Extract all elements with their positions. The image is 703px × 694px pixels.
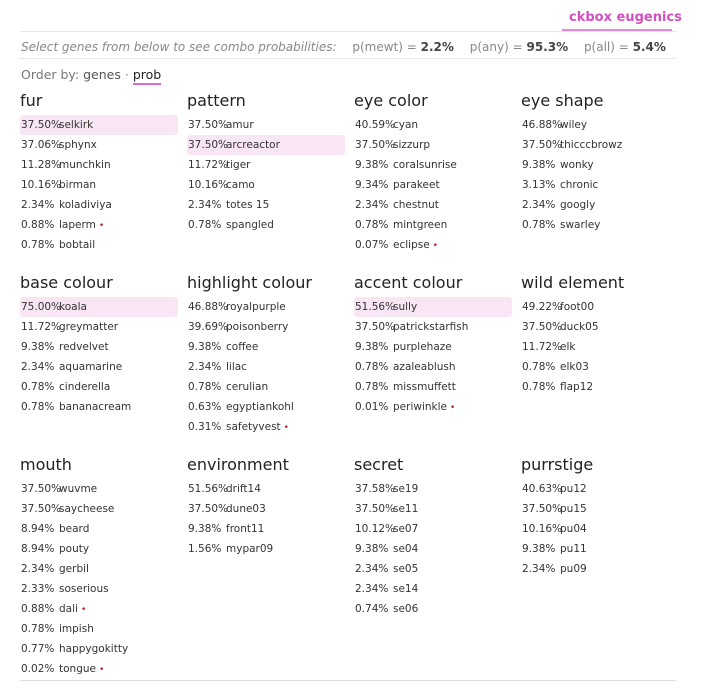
gene-probability: 0.88% — [21, 603, 55, 615]
gene-name: drift14 — [226, 483, 261, 495]
gene-name: flap12 — [560, 381, 594, 393]
gene-name: patrickstarfish — [393, 321, 469, 333]
gene-probability: 37.50% — [522, 139, 563, 151]
gene-probability: 8.94% — [21, 523, 55, 535]
gene-name: selkirk — [59, 119, 94, 131]
group-title: eye shape — [521, 91, 604, 110]
order-separator: · — [124, 67, 129, 82]
gene-name: se07 — [393, 523, 419, 535]
group-title: wild element — [521, 273, 625, 292]
order-option-prob[interactable]: prob — [133, 67, 161, 85]
gene-option-gerbil[interactable] — [20, 559, 178, 579]
gene-probability: 2.34% — [522, 563, 556, 575]
rare-dot-icon: • — [98, 221, 105, 231]
group-title: fur — [20, 91, 43, 110]
group-pattern — [187, 90, 345, 235]
gene-option-wiley[interactable] — [521, 115, 679, 135]
gene-probability: 37.50% — [355, 139, 396, 151]
group-base-colour — [20, 272, 178, 417]
gene-option-sully[interactable] — [354, 297, 512, 317]
gene-name: se11 — [393, 503, 419, 515]
gene-probability: 11.72% — [21, 321, 62, 333]
gene-name: cinderella — [59, 381, 111, 393]
gene-name: egyptiankohl — [226, 401, 294, 413]
gene-option-se11[interactable] — [354, 499, 512, 519]
gene-option-pu09[interactable] — [521, 559, 679, 579]
gene-name: lilac — [226, 361, 247, 373]
gene-option-koladiviya[interactable] — [20, 195, 178, 215]
gene-name: pu09 — [560, 563, 587, 575]
gene-name: greymatter — [59, 321, 119, 333]
gene-option-patrickstarfish[interactable] — [354, 317, 512, 337]
gene-probability: 0.77% — [21, 643, 55, 655]
gene-probability: 0.78% — [355, 381, 389, 393]
gene-probability: 51.56% — [355, 301, 396, 313]
gene-probability: 10.12% — [355, 523, 396, 535]
gene-name: sully — [393, 301, 418, 313]
gene-probability: 8.94% — [21, 543, 55, 555]
gene-option-selkirk[interactable] — [20, 115, 178, 135]
gene-name: thicccbrowz — [560, 139, 623, 151]
gene-probability: 2.34% — [355, 199, 389, 211]
gene-probability: 46.88% — [522, 119, 563, 131]
gene-name: soserious — [59, 583, 109, 595]
gene-name: dune03 — [226, 503, 266, 515]
gene-option-redvelvet[interactable] — [20, 337, 178, 357]
gene-probability: 2.34% — [188, 199, 222, 211]
gene-probability: 46.88% — [188, 301, 229, 313]
dotted-divider — [20, 58, 676, 59]
gene-name: poisonberry — [226, 321, 289, 333]
gene-option-cinderella[interactable] — [20, 377, 178, 397]
gene-option-birman[interactable] — [20, 175, 178, 195]
gene-option-amur[interactable] — [187, 115, 345, 135]
gene-option-chronic[interactable] — [521, 175, 679, 195]
gene-option-periwinkle[interactable] — [354, 397, 512, 417]
gene-probability: 2.34% — [188, 361, 222, 373]
gene-name: mypar09 — [226, 543, 274, 555]
gene-name: elk — [560, 341, 576, 353]
order-option-genes[interactable]: genes — [83, 67, 121, 82]
gene-probability: 2.34% — [355, 583, 389, 595]
gene-name: pouty — [59, 543, 90, 555]
gene-option-egyptiankohl[interactable] — [187, 397, 345, 417]
order-by-label: Order by: — [21, 67, 80, 82]
group-environment — [187, 454, 345, 559]
gene-name: se06 — [393, 603, 419, 615]
gene-probability: 3.13% — [522, 179, 556, 191]
rare-dot-icon: • — [432, 241, 438, 251]
gene-option-dune03[interactable] — [187, 499, 345, 519]
gene-option-googly[interactable] — [521, 195, 679, 215]
gene-name: se19 — [393, 483, 419, 495]
gene-option-foot00[interactable] — [521, 297, 679, 317]
group-wild-element — [521, 272, 679, 397]
gene-probability: 40.59% — [355, 119, 396, 131]
gene-name: wiley — [560, 119, 588, 131]
gene-name: tongue — [59, 663, 96, 675]
gene-option-happygokitty[interactable] — [20, 639, 178, 659]
gene-probability: 37.50% — [188, 139, 229, 151]
gene-option-saycheese[interactable] — [20, 499, 178, 519]
gene-name: sphynx — [59, 139, 97, 151]
gene-option-se05[interactable] — [354, 559, 512, 579]
gene-probability: 11.28% — [21, 159, 62, 171]
gene-name: eclipse — [393, 239, 430, 251]
gene-probability: 9.38% — [355, 341, 389, 353]
gene-probability: 75.00% — [21, 301, 62, 313]
gene-name: beard — [59, 523, 90, 535]
gene-probability: 0.78% — [188, 381, 222, 393]
gene-probability: 0.78% — [522, 381, 556, 393]
group-title: eye color — [354, 91, 428, 110]
gene-option-elk03[interactable] — [521, 357, 679, 377]
gene-probability: 0.07% — [355, 239, 389, 251]
gene-option-pu04[interactable] — [521, 519, 679, 539]
gene-name: chestnut — [393, 199, 439, 211]
gene-name: koala — [59, 301, 87, 313]
group-purrstige — [521, 454, 679, 579]
group-accent-colour — [354, 272, 512, 417]
gene-option-wonky[interactable] — [521, 155, 679, 175]
gene-name: elk03 — [560, 361, 589, 373]
gene-option-se19[interactable] — [354, 479, 512, 499]
gene-probability: 0.02% — [21, 663, 55, 675]
group-title: accent colour — [354, 273, 463, 292]
gene-probability: 10.16% — [522, 523, 563, 535]
gene-name: pu12 — [560, 483, 587, 495]
gene-option-se07[interactable] — [354, 519, 512, 539]
gene-probability: 0.31% — [188, 421, 222, 433]
gene-name: koladiviya — [59, 199, 112, 211]
group-secret — [354, 454, 512, 619]
gene-probability: 49.22% — [522, 301, 563, 313]
gene-probability: 10.16% — [188, 179, 229, 191]
gene-probability: 37.50% — [188, 119, 229, 131]
gene-probability: 0.01% — [355, 401, 389, 413]
gene-name: arcreactor — [226, 139, 280, 151]
gene-probability: 37.50% — [21, 503, 62, 515]
gene-name: front11 — [226, 523, 265, 535]
gene-option-dali[interactable] — [20, 599, 178, 619]
gene-name: spangled — [226, 219, 274, 231]
gene-option-laperm[interactable] — [20, 215, 178, 235]
gene-name: camo — [226, 179, 255, 191]
gene-probability: 11.72% — [188, 159, 229, 171]
rare-dot-icon: • — [449, 403, 456, 413]
gene-option-azaleablush[interactable] — [354, 357, 512, 377]
gene-name: googly — [560, 199, 596, 211]
gene-name: azaleablush — [393, 361, 456, 373]
gene-name: purplehaze — [393, 341, 452, 353]
gene-probability: 2.34% — [21, 199, 55, 211]
gene-option-lilac[interactable] — [187, 357, 345, 377]
gene-name: munchkin — [59, 159, 111, 171]
gene-name: wonky — [560, 159, 594, 171]
gene-probability: 0.78% — [21, 401, 55, 413]
gene-probability: 1.56% — [188, 543, 222, 555]
gene-name: parakeet — [393, 179, 440, 191]
gene-option-thicccbrowz[interactable] — [521, 135, 679, 155]
gene-probability: 37.50% — [188, 503, 229, 515]
rare-dot-icon: • — [80, 605, 87, 615]
gene-probability: 9.38% — [522, 159, 556, 171]
group-title: pattern — [187, 91, 246, 110]
group-title: highlight colour — [187, 273, 312, 292]
gene-probability: 37.50% — [355, 321, 396, 333]
gene-probability: 0.78% — [522, 361, 556, 373]
gene-option-eclipse[interactable] — [354, 235, 512, 255]
gene-option-se06[interactable] — [354, 599, 512, 619]
group-eye-color — [354, 90, 512, 255]
gene-name: coffee — [226, 341, 259, 353]
gene-option-totes-15[interactable] — [187, 195, 345, 215]
gene-probability: 0.78% — [21, 381, 55, 393]
gene-probability: 37.50% — [522, 503, 563, 515]
gene-option-chestnut[interactable] — [354, 195, 512, 215]
group-title: secret — [354, 455, 404, 474]
gene-option-cyan[interactable] — [354, 115, 512, 135]
group-eye-shape — [521, 90, 679, 235]
combo-probabilities — [21, 40, 666, 54]
gene-probability: 0.78% — [188, 219, 222, 231]
gene-probability: 37.50% — [522, 321, 563, 333]
gene-option-coralsunrise[interactable] — [354, 155, 512, 175]
gene-name: swarley — [560, 219, 601, 231]
gene-option-sizzurp[interactable] — [354, 135, 512, 155]
gene-option-royalpurple[interactable] — [187, 297, 345, 317]
gene-name: tiger — [226, 159, 251, 171]
combo-hint: Select genes from below to see combo probabilities: — [21, 40, 337, 54]
gene-option-mypar09[interactable] — [187, 539, 345, 559]
gene-name: se05 — [393, 563, 419, 575]
gene-option-aquamarine[interactable] — [20, 357, 178, 377]
gene-name: pu15 — [560, 503, 587, 515]
gene-option-pu12[interactable] — [521, 479, 679, 499]
gene-probability: 2.33% — [21, 583, 55, 595]
stat-mewt: p(mewt) = 2.2% — [352, 40, 454, 54]
gene-option-se04[interactable] — [354, 539, 512, 559]
stat-all: p(all) = 5.4% — [583, 40, 666, 54]
gene-option-swarley[interactable] — [521, 215, 679, 235]
group-highlight-colour — [187, 272, 345, 437]
brand-title[interactable]: ckbox eugenics — [569, 10, 682, 25]
gene-probability: 2.34% — [21, 361, 55, 373]
gene-option-munchkin[interactable] — [20, 155, 178, 175]
gene-probability: 9.38% — [522, 543, 556, 555]
gene-name: birman — [59, 179, 97, 191]
gene-probability: 0.88% — [21, 219, 55, 231]
gene-probability: 37.50% — [21, 483, 62, 495]
gene-option-elk[interactable] — [521, 337, 679, 357]
gene-probability: 0.74% — [355, 603, 389, 615]
gene-name: bananacream — [59, 401, 132, 413]
gene-name: redvelvet — [59, 341, 109, 353]
gene-option-pu11[interactable] — [521, 539, 679, 559]
gene-name: saycheese — [59, 503, 115, 515]
gene-name: aquamarine — [59, 361, 123, 373]
gene-option-se14[interactable] — [354, 579, 512, 599]
gene-option-cerulian[interactable] — [187, 377, 345, 397]
gene-probability: 9.38% — [188, 341, 222, 353]
gene-name: coralsunrise — [393, 159, 457, 171]
gene-option-spangled[interactable] — [187, 215, 345, 235]
gene-name: duck05 — [560, 321, 599, 333]
gene-name: safetyvest — [226, 421, 281, 433]
gene-name: se04 — [393, 543, 419, 555]
gene-probability: 0.78% — [355, 219, 389, 231]
gene-option-flap12[interactable] — [521, 377, 679, 397]
order-by-control — [21, 67, 161, 82]
gene-name: dali — [59, 603, 78, 615]
rare-dot-icon: • — [98, 665, 105, 675]
gene-probability: 0.78% — [21, 239, 55, 251]
gene-option-mintgreen[interactable] — [354, 215, 512, 235]
gene-name: happygokitty — [59, 643, 129, 655]
gene-option-drift14[interactable] — [187, 479, 345, 499]
gene-option-duck05[interactable] — [521, 317, 679, 337]
gene-probability: 2.34% — [522, 199, 556, 211]
gene-option-tiger[interactable] — [187, 155, 345, 175]
gene-option-bobtail[interactable] — [20, 235, 178, 255]
top-divider — [20, 31, 676, 32]
gene-probability: 37.58% — [355, 483, 396, 495]
gene-probability: 9.38% — [21, 341, 55, 353]
gene-probability: 0.78% — [21, 623, 55, 635]
gene-name: cyan — [393, 119, 419, 131]
gene-probability: 0.63% — [188, 401, 222, 413]
gene-probability: 0.78% — [355, 361, 389, 373]
group-title: base colour — [20, 273, 113, 292]
gene-name: pu11 — [560, 543, 587, 555]
gene-option-poisonberry[interactable] — [187, 317, 345, 337]
gene-option-arcreactor[interactable] — [187, 135, 345, 155]
gene-probability: 2.34% — [355, 563, 389, 575]
gene-probability: 40.63% — [522, 483, 563, 495]
gene-option-camo[interactable] — [187, 175, 345, 195]
gene-option-pu15[interactable] — [521, 499, 679, 519]
gene-name: gerbil — [59, 563, 89, 575]
gene-option-wuvme[interactable] — [20, 479, 178, 499]
gene-option-purplehaze[interactable] — [354, 337, 512, 357]
gene-probability: 9.38% — [355, 543, 389, 555]
gene-name: chronic — [560, 179, 599, 191]
gene-option-safetyvest[interactable] — [187, 417, 345, 437]
gene-name: foot00 — [560, 301, 595, 313]
gene-option-beard[interactable] — [20, 519, 178, 539]
gene-name: totes 15 — [226, 199, 270, 211]
gene-option-soserious[interactable] — [20, 579, 178, 599]
gene-option-greymatter[interactable] — [20, 317, 178, 337]
gene-name: cerulian — [226, 381, 269, 393]
gene-probability: 9.38% — [188, 523, 222, 535]
group-title: environment — [187, 455, 289, 474]
gene-name: bobtail — [59, 239, 96, 251]
gene-probability: 9.34% — [355, 179, 389, 191]
gene-option-impish[interactable] — [20, 619, 178, 639]
gene-option-missmuffett[interactable] — [354, 377, 512, 397]
gene-name: pu04 — [560, 523, 587, 535]
gene-name: amur — [226, 119, 254, 131]
gene-option-bananacream[interactable] — [20, 397, 178, 417]
gene-probability: 39.69% — [188, 321, 229, 333]
gene-name: sizzurp — [393, 139, 431, 151]
gene-name: missmuffett — [393, 381, 456, 393]
gene-option-pouty[interactable] — [20, 539, 178, 559]
gene-name: se14 — [393, 583, 419, 595]
gene-option-parakeet[interactable] — [354, 175, 512, 195]
gene-name: laperm — [59, 219, 96, 231]
gene-probability: 0.78% — [522, 219, 556, 231]
gene-name: wuvme — [59, 483, 98, 495]
gene-probability: 10.16% — [21, 179, 62, 191]
bottom-divider — [20, 680, 676, 681]
gene-probability: 11.72% — [522, 341, 563, 353]
gene-option-front11[interactable] — [187, 519, 345, 539]
gene-probability: 2.34% — [21, 563, 55, 575]
gene-probability: 37.06% — [21, 139, 62, 151]
gene-probability: 51.56% — [188, 483, 229, 495]
gene-option-sphynx[interactable] — [20, 135, 178, 155]
gene-name: royalpurple — [226, 301, 286, 313]
stat-any: p(any) = 95.3% — [469, 40, 569, 54]
gene-probability: 37.50% — [21, 119, 62, 131]
gene-option-coffee[interactable] — [187, 337, 345, 357]
gene-probability: 9.38% — [355, 159, 389, 171]
group-title: mouth — [20, 455, 72, 474]
gene-option-tongue[interactable] — [20, 659, 178, 679]
gene-option-koala[interactable] — [20, 297, 178, 317]
gene-name: periwinkle — [393, 401, 447, 413]
group-title: purrstige — [521, 455, 594, 474]
rare-dot-icon: • — [283, 423, 289, 433]
gene-name: mintgreen — [393, 219, 448, 231]
gene-name: impish — [59, 623, 94, 635]
gene-probability: 37.50% — [355, 503, 396, 515]
group-fur — [20, 90, 178, 255]
group-mouth — [20, 454, 178, 679]
